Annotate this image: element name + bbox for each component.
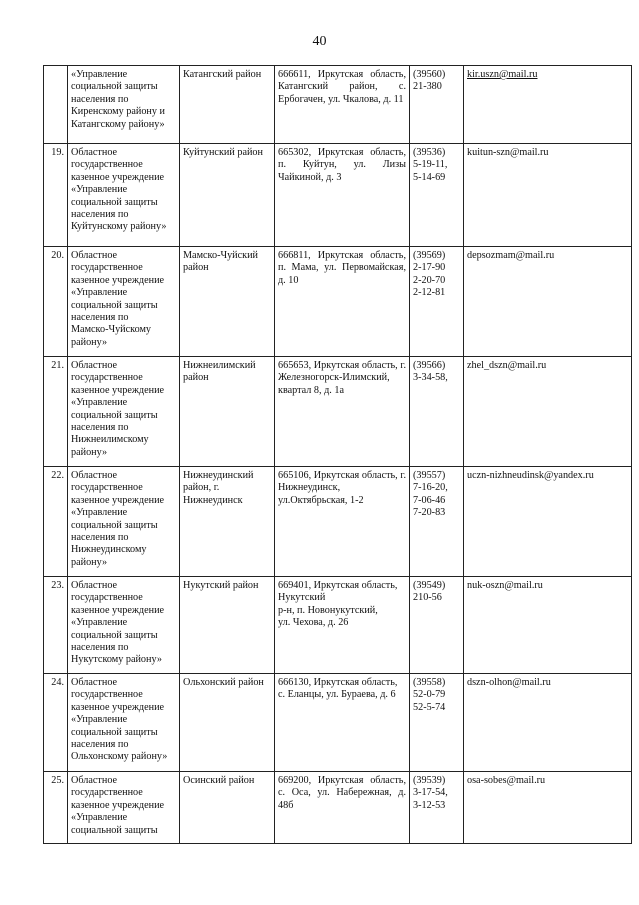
- table-row: [44, 357, 632, 467]
- table-row: [44, 144, 632, 247]
- row-number: 22.: [44, 467, 68, 577]
- email-link[interactable]: zhel_dszn@mail.ru: [464, 357, 632, 467]
- table-row: [44, 247, 632, 357]
- email-link[interactable]: osa-sobes@mail.ru: [464, 772, 632, 844]
- district: Катангский район: [180, 66, 275, 144]
- address: 665653, Иркутская область, г. Железногорск-Илимский, квартал 8, д. 1а: [275, 357, 410, 467]
- district: Нижнеилимский район: [180, 357, 275, 467]
- email-link[interactable]: uczn-nizhneudinsk@yandex.ru: [464, 467, 632, 577]
- table-row: [44, 772, 632, 844]
- district: Ольхонский район: [180, 674, 275, 772]
- district: Мамско-Чуйский район: [180, 247, 275, 357]
- address: 666611, Иркутская область, Катангский район, с. Ербогачен, ул. Чкалова, д. 11: [275, 66, 410, 144]
- phones: (39557) 7-16-20, 7-06-46 7-20-83: [410, 467, 464, 577]
- email-link[interactable]: depsozmam@mail.ru: [464, 247, 632, 357]
- institution-name: Областное государственное казенное учреждение «Управление социальной защиты: [68, 772, 180, 844]
- address: 666130, Иркутская область, с. Еланцы, ул. Бураева, д. 6: [275, 674, 410, 772]
- phones: (39566) 3-34-58,: [410, 357, 464, 467]
- table-row: [44, 674, 632, 772]
- table-row: [44, 467, 632, 577]
- phones: (39549) 210-56: [410, 577, 464, 674]
- row-number: 19.: [44, 144, 68, 247]
- district: Нижнеудинский район, г. Нижнеудинск: [180, 467, 275, 577]
- address: 665302, Иркутская область, п. Куйтун, ул. Лизы Чайкиной, д. 3: [275, 144, 410, 247]
- phones: (39560) 21-380: [410, 66, 464, 144]
- email-link[interactable]: kir.uszn@mail.ru: [464, 66, 632, 144]
- table-row: [44, 577, 632, 674]
- address: 665106, Иркутская область, г. Нижнеудинск, ул.Октябрьская, 1-2: [275, 467, 410, 577]
- address: 669200, Иркутская область, с. Оса, ул. Набережная, д. 48б: [275, 772, 410, 844]
- institution-name: Областное государственное казенное учреждение «Управление социальной защиты населения по Нукутскому району»: [68, 577, 180, 674]
- institution-name: Областное государственное казенное учреждение «Управление социальной защиты населения по Нижнеудинскому району»: [68, 467, 180, 577]
- row-number: 25.: [44, 772, 68, 844]
- district: Куйтунский район: [180, 144, 275, 247]
- email-link[interactable]: dszn-olhon@mail.ru: [464, 674, 632, 772]
- row-number: 20.: [44, 247, 68, 357]
- address: 666811, Иркутская область, п. Мама, ул. Первомайская, д. 10: [275, 247, 410, 357]
- row-number: 23.: [44, 577, 68, 674]
- institution-name: Областное государственное казенное учреждение «Управление социальной защиты населения по Куйтунскому району»: [68, 144, 180, 247]
- institution-name: Областное государственное казенное учреждение «Управление социальной защиты населения по Ольхонскому району»: [68, 674, 180, 772]
- phones: (39536) 5-19-11, 5-14-69: [410, 144, 464, 247]
- phones: (39558) 52-0-79 52-5-74: [410, 674, 464, 772]
- email-link[interactable]: kuitun-szn@mail.ru: [464, 144, 632, 247]
- page-number: 40: [312, 34, 327, 49]
- institution-name: Областное государственное казенное учреждение «Управление социальной защиты населения по Нижнеилимскому району»: [68, 357, 180, 467]
- district: Осинский район: [180, 772, 275, 844]
- row-number: 24.: [44, 674, 68, 772]
- institution-name: Областное государственное казенное учреждение «Управление социальной защиты населения по Мамско-Чуйскому району»: [68, 247, 180, 357]
- district: Нукутский район: [180, 577, 275, 674]
- address: 669401, Иркутская область, Нукутский р-н, п. Новонукутский, ул. Чехова, д. 26: [275, 577, 410, 674]
- contacts-table: [43, 65, 632, 844]
- email-link[interactable]: nuk-oszn@mail.ru: [464, 577, 632, 674]
- table-row: [44, 66, 632, 144]
- row-number: 21.: [44, 357, 68, 467]
- phones: (39569) 2-17-90 2-20-70 2-12-81: [410, 247, 464, 357]
- phones: (39539) 3-17-54, 3-12-53: [410, 772, 464, 844]
- row-number: [44, 66, 68, 144]
- institution-name: «Управление социальной защиты населения по Киренскому району и Катангскому району»: [68, 66, 180, 144]
